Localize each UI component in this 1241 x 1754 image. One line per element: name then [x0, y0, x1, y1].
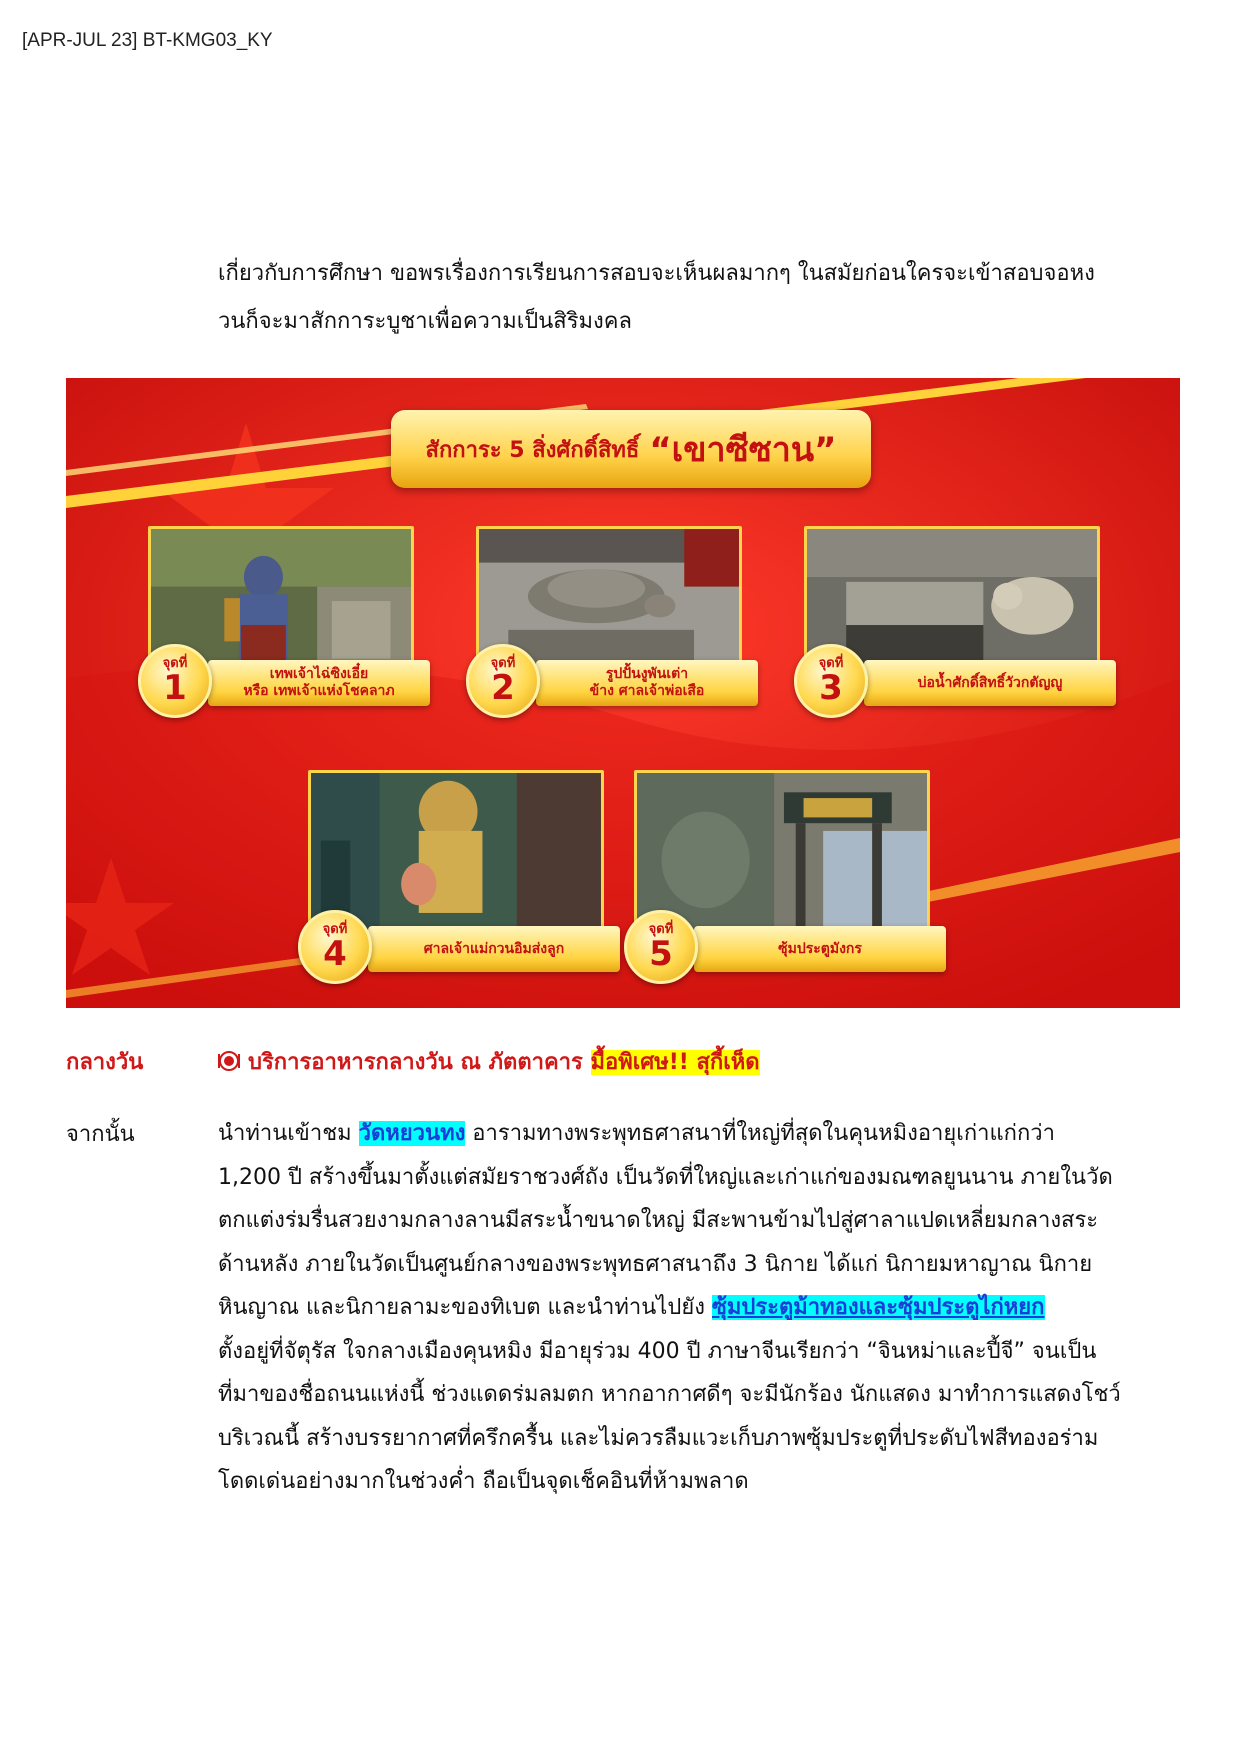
spot-1-caption — [208, 660, 430, 706]
badge-word: จุดที่ — [322, 922, 348, 937]
intro-line-2: วนก็จะมาสักการะบูชาเพื่อความเป็นสิริมงคล — [218, 309, 632, 334]
spot-1-caption-line-1: เทพเจ้าไฉ่ซิงเอี๋ย — [269, 666, 369, 682]
spot-3 — [804, 526, 1100, 706]
lunch-label: กลางวัน — [66, 1050, 144, 1075]
banner-title-main: “เขาซีซาน” — [649, 430, 837, 470]
badge-word: จุดที่ — [162, 656, 188, 671]
paragraph-line — [218, 1112, 1168, 1156]
spot-5 — [634, 770, 930, 974]
lunch-description: บริการอาหารกลางวัน ณ ภัตตาคาร — [248, 1050, 583, 1075]
afternoon-row — [66, 1112, 1176, 1532]
spot-2-caption — [536, 660, 758, 706]
badge-number: 3 — [819, 668, 843, 708]
badge-word: จุดที่ — [818, 656, 844, 671]
spot-4 — [308, 770, 604, 974]
spot-5-caption-line-1: ซุ้มประตูมังกร — [778, 940, 862, 957]
badge-word: จุดที่ — [648, 922, 674, 937]
banner-title-prefix: สักการะ 5 สิ่งศักดิ์สิทธิ์ — [425, 437, 640, 463]
lunch-text — [218, 1040, 1168, 1086]
spot-2 — [476, 526, 742, 706]
afternoon-label: จากนั้น — [66, 1122, 135, 1147]
afternoon-paragraph — [218, 1112, 1168, 1504]
gate-name-highlight: ซุ้มประตูม้าทองและซุ้มประตูไก่หยก — [711, 1295, 1045, 1320]
spot-5-caption — [694, 926, 946, 972]
spot-1-caption-line-2: หรือ เทพเจ้าแห่งโชคลาภ — [243, 683, 395, 699]
spot-3-badge — [794, 644, 868, 718]
lunch-highlight: มื้อพิเศษ!! สุกี้เห็ด — [590, 1050, 760, 1075]
intro-paragraph — [218, 250, 1168, 346]
spot-3-caption-line-1: บ่อน้ำศักดิ์สิทธิ์วัวกตัญญู — [917, 674, 1063, 691]
meal-icon — [218, 1050, 240, 1072]
intro-line-1: เกี่ยวกับการศึกษา ขอพรเรื่องการเรียนการสอบจะเห็นผลมากๆ ในสมัยก่อนใครจะเข้าสอบจอหง — [218, 261, 1095, 286]
paragraph-line — [218, 1286, 1168, 1330]
spot-2-badge — [466, 644, 540, 718]
document-code: [APR-JUL 23] BT-KMG03_KY — [22, 30, 273, 51]
spot-4-badge — [298, 910, 372, 984]
banner-title — [391, 410, 871, 488]
spot-4-caption-line-1: ศาลเจ้าแม่กวนอิมส่งลูก — [423, 940, 565, 957]
spot-1 — [148, 526, 414, 706]
badge-number: 2 — [491, 668, 515, 708]
line-text: หินญาณ และนิกายลามะของทิเบต และนำท่านไปยัง — [218, 1295, 712, 1320]
paragraph-line: ที่มาของชื่อถนนแห่งนี้ ช่วงแดดร่มลมตก หากอากาศดีๆ จะมีนักร้อง นักแสดง มาทำการแสดงโชว์ — [218, 1382, 1121, 1407]
paragraph-line: โดดเด่นอย่างมากในช่วงค่ำ ถือเป็นจุดเช็คอินที่ห้ามพลาด — [218, 1469, 749, 1494]
spot-2-caption-line-2: ข้าง ศาลเจ้าพ่อเสือ — [589, 683, 705, 699]
line-text: อารามทางพระพุทธศาสนาที่ใหญ่ที่สุดในคุนหมิงอายุเก่าแก่กว่า — [465, 1121, 1056, 1146]
badge-number: 5 — [649, 934, 673, 974]
spot-2-caption-line-1: รูปปั้นงูพันเต่า — [605, 666, 689, 682]
paragraph-line: 1,200 ปี สร้างขึ้นมาตั้งแต่สมัยราชวงศ์ถัง เป็นวัดที่ใหญ่และเก่าแก่ของมณฑลยูนนาน ภายในวัด — [218, 1164, 1113, 1190]
temple-name-highlight: วัดหยวนทง — [358, 1121, 466, 1146]
badge-number: 1 — [163, 668, 187, 708]
badge-word: จุดที่ — [490, 656, 516, 671]
line-text: นำท่านเข้าชม — [218, 1121, 352, 1146]
paragraph-line: ด้านหลัง ภายในวัดเป็นศูนย์กลางของพระพุทธศาสนาถึง 3 นิกาย ได้แก่ นิกายมหาญาณ นิกาย — [218, 1251, 1093, 1277]
paragraph-line: บริเวณนี้ สร้างบรรยากาศที่ครึกครื้น และไม่ควรลืมแวะเก็บภาพซุ้มประตูที่ประดับไฟสีทองอร่าม — [218, 1425, 1099, 1451]
paragraph-line: ตั้งอยู่ที่จัตุรัส ใจกลางเมืองคุนหมิง มีอายุร่วม 400 ปี ภาษาจีนเรียกว่า “จินหม่าและปี้จี” จนเป็น — [218, 1338, 1097, 1364]
spot-3-caption — [864, 660, 1116, 706]
spot-1-badge — [138, 644, 212, 718]
badge-number: 4 — [323, 934, 347, 974]
paragraph-line: ตกแต่งร่มรื่นสวยงามกลางลานมีสระน้ำขนาดใหญ่ มีสะพานข้ามไปสู่ศาลาแปดเหลี่ยมกลางสระ — [218, 1208, 1099, 1233]
spot-5-badge — [624, 910, 698, 984]
xishan-banner — [66, 378, 1180, 1008]
spot-4-caption — [368, 926, 620, 972]
lunch-row — [66, 1040, 1176, 1086]
